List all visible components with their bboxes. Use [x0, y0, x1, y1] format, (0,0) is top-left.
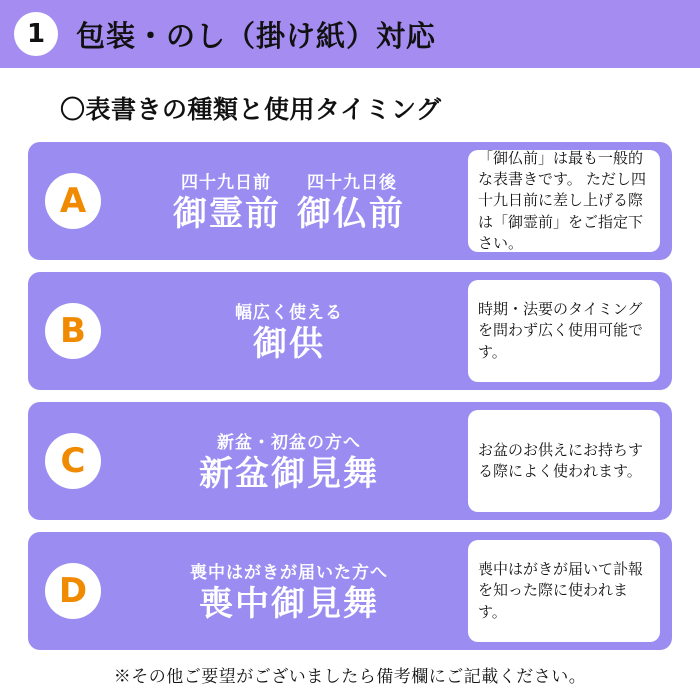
list-item[interactable] — [28, 272, 672, 390]
option-main-a — [110, 150, 468, 252]
option-letter-a — [36, 150, 110, 252]
letter-badge: B — [45, 303, 101, 359]
option-note-a-text: 「御仏前」は最も一般的な表書きです。 ただし四十九日前に差し上げる際は「御霊前」をご指定下さい。 — [478, 149, 646, 252]
list-item[interactable] — [28, 532, 672, 650]
option-title-d: 喪中御見舞 — [199, 584, 379, 623]
option-letter-d — [36, 540, 110, 642]
option-note-c-text: お盆のお供えにお持ちする際によく使われます。 — [478, 441, 644, 480]
option-title-a — [173, 195, 405, 234]
header-step-badge: 1 — [14, 12, 58, 56]
option-subtitle-c: 新盆・初盆の方へ — [217, 432, 361, 452]
list-item[interactable] — [28, 142, 672, 260]
option-note-a — [468, 150, 660, 252]
letter-badge: A — [45, 173, 101, 229]
option-note-b — [468, 280, 660, 382]
option-subtitle-a-right: 四十九日後 — [307, 172, 397, 192]
option-subtitle-d: 喪中はがきが届いた方へ — [190, 562, 388, 582]
section-heading: 〇表書きの種類と使用タイミング — [60, 96, 442, 124]
option-subtitle-a-left: 四十九日前 — [181, 172, 271, 192]
option-main-c — [110, 410, 468, 512]
option-note-b-text: 時期・法要のタイミングを問わず広く使用可能です。 — [478, 301, 644, 361]
letter-badge: C — [45, 433, 101, 489]
option-title-b: 御供 — [253, 324, 325, 363]
option-main-d — [110, 540, 468, 642]
option-subtitle-b: 幅広く使える — [235, 302, 343, 322]
footer-note: ※その他ご要望がございましたら備考欄にご記載ください。 — [113, 667, 587, 686]
option-note-c — [468, 410, 660, 512]
option-title-a-right: 御仏前 — [297, 194, 405, 233]
option-note-d-text: 喪中はがきが届いて訃報を知った際に使われます。 — [478, 561, 644, 621]
option-list — [0, 142, 700, 650]
option-title-a-left: 御霊前 — [173, 194, 281, 233]
list-item[interactable] — [28, 402, 672, 520]
option-main-b — [110, 280, 468, 382]
letter-badge: D — [45, 563, 101, 619]
option-subtitle-a — [181, 168, 397, 193]
option-title-c: 新盆御見舞 — [199, 454, 379, 493]
option-note-d — [468, 540, 660, 642]
page-title: 包装・のし（掛け紙）対応 — [76, 20, 437, 53]
option-letter-c — [36, 410, 110, 512]
option-letter-b — [36, 280, 110, 382]
header-bar — [0, 0, 700, 68]
